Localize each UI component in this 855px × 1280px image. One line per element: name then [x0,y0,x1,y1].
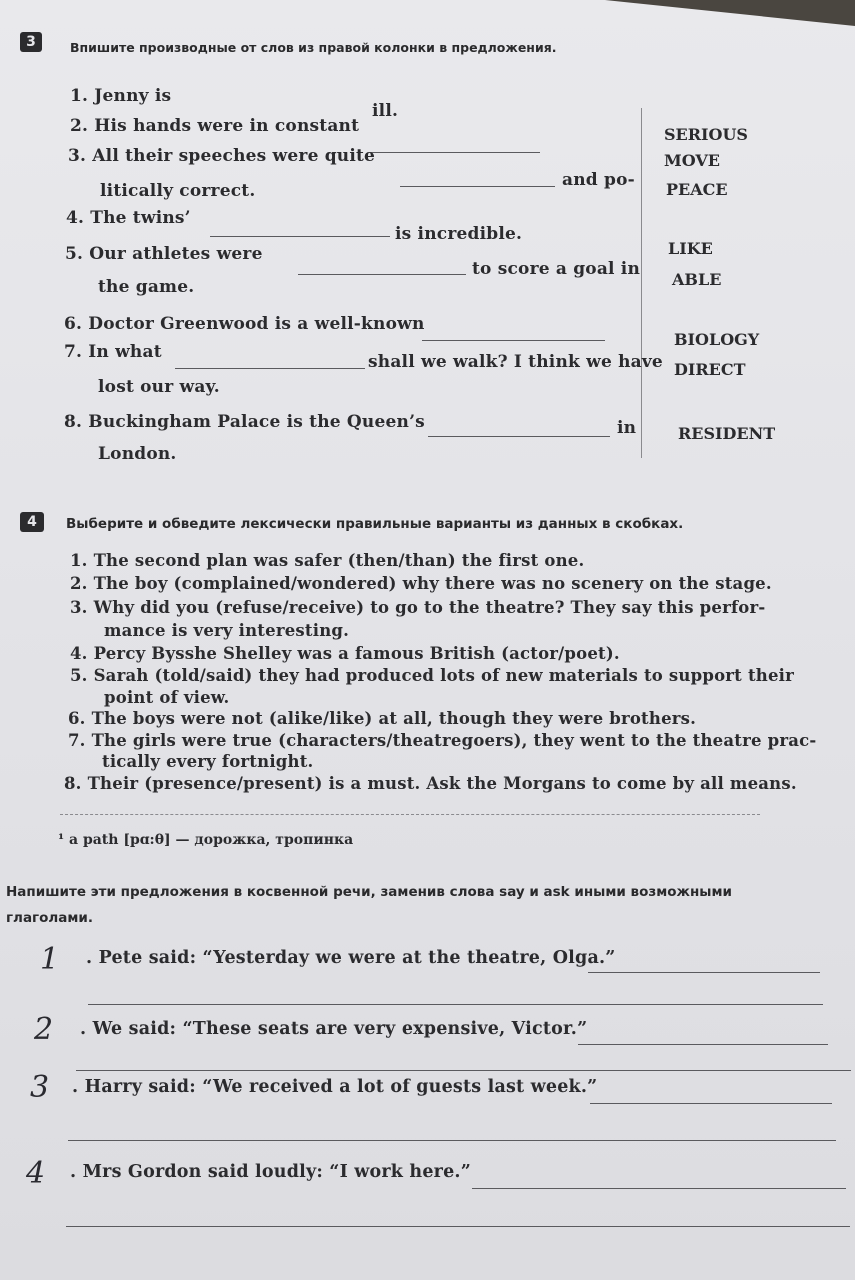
ex3-blank-5[interactable] [298,274,466,275]
ex5-item-3: . Harry said: “We received a lot of guests last week.” [72,1077,598,1097]
ex5-answer-2a[interactable] [578,1044,828,1045]
ex5-answer-4a[interactable] [472,1188,846,1189]
ex5-item-1: . Pete said: “Yesterday we were at the theatre, Olga.” [86,948,616,968]
word-like: LIKE [668,239,713,258]
exercise-5-instruction-line2: глаголами. [6,910,93,926]
ex3-blank-3[interactable] [400,186,555,187]
word-biology: BIOLOGY [674,330,760,349]
ex3-item-8-b: in [617,418,637,438]
ex3-item-1: 1. Jenny is [70,86,172,106]
ex3-item-6: 6. Doctor Greenwood is a well-known [64,314,425,334]
ex3-item-8-c: London. [98,444,177,464]
handwritten-number-2: 2 [34,1012,54,1047]
word-move: MOVE [664,151,720,170]
ex5-answer-1b[interactable] [88,1004,823,1005]
ex3-item-5: 5. Our athletes were [65,244,263,264]
footnote-divider [60,814,760,815]
ex3-item-5-c: the game. [98,277,195,297]
ex4-item-6: 6. The boys were not (alike/like) at all, though they were brothers. [68,709,697,728]
ex4-item-2: 2. The boy (complained/wondered) why there was no scenery on the stage. [70,574,772,593]
ex4-item-7-b: tically every fortnight. [102,752,314,771]
ex3-item-2: 2. His hands were in constant [70,116,360,136]
ex3-item-3-b: and po- [562,170,635,190]
word-direct: DIRECT [674,360,746,379]
ex5-item-4: . Mrs Gordon said loudly: “I work here.” [70,1162,471,1182]
ex3-blank-4[interactable] [210,236,390,237]
ex4-item-4: 4. Percy Bysshe Shelley was a famous British (actor/poet). [70,644,620,663]
exercise-5-instruction-line1: Напишите эти предложения в косвенной речи, заменив слова say и ask иными возможными [6,884,732,900]
ex3-blank-6[interactable] [422,340,605,341]
ex3-item-7-b: shall we walk? I think we have [368,352,663,372]
ex5-answer-1a[interactable] [588,972,820,973]
ex4-item-7: 7. The girls were true (characters/theatregoers), they went to the theatre prac- [68,731,817,750]
word-peace: PEACE [666,180,728,199]
handwritten-number-4: 4 [26,1156,46,1191]
ex5-answer-3a[interactable] [590,1103,832,1104]
ex5-item-2: . We said: “These seats are very expensive, Victor.” [80,1019,588,1039]
ex4-item-8: 8. Their (presence/present) is a must. Ask the Morgans to come by all means. [64,774,797,793]
exercise-3-instruction: Впишите производные от слов из правой колонки в предложения. [70,40,557,55]
ex3-item-4: 4. The twins’ [66,208,191,228]
ex3-item-5-b: to score a goal in [472,259,641,279]
ex3-item-3: 3. All their speeches were quite [68,146,376,166]
ex4-item-1: 1. The second plan was safer (then/than) the first one. [70,551,585,570]
handwritten-number-1: 1 [40,942,60,977]
word-resident: RESIDENT [678,424,776,443]
exercise-4-instruction: Выберите и обведите лексически правильные варианты из данных в скобках. [66,516,684,532]
ex3-blank-8[interactable] [428,436,610,437]
ex3-item-8: 8. Buckingham Palace is the Queen’s [64,412,425,432]
ex4-item-3-b: mance is very interesting. [104,621,350,640]
exercise-4-number: 4 [20,512,44,532]
ex3-item-7: 7. In what [64,342,162,362]
page-corner-background [605,0,855,26]
ex3-item-1-b: ill. [372,101,399,121]
ex5-answer-3b[interactable] [68,1140,836,1141]
ex3-blank-7[interactable] [175,368,365,369]
ex4-item-5: 5. Sarah (told/said) they had produced lots of new materials to support their [70,666,795,685]
ex3-item-4-b: is incredible. [395,224,523,244]
ex5-answer-2b[interactable] [76,1070,851,1071]
ex3-item-3-c: litically correct. [100,181,256,201]
ex3-blank-2[interactable] [370,152,540,153]
word-able: ABLE [672,270,722,289]
word-serious: SERIOUS [664,125,748,144]
exercise-3-number: 3 [20,32,42,52]
ex4-item-3: 3. Why did you (refuse/receive) to go to the theatre? They say this perfor- [70,598,766,617]
ex4-item-5-b: point of view. [104,688,230,707]
footnote: ¹ a path [pɑ:θ] — дорожка, тропинка [58,832,354,848]
column-divider [641,108,642,458]
ex3-item-7-c: lost our way. [98,377,220,397]
ex5-answer-4b[interactable] [66,1226,850,1227]
handwritten-number-3: 3 [30,1070,50,1105]
